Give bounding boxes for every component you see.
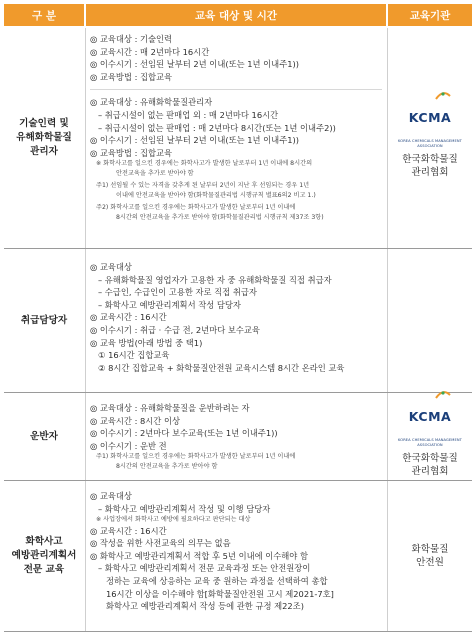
- kcma-logo-subtitle: KOREA CHEMICALS MANAGEMENT ASSOCIATION: [398, 437, 462, 447]
- footnote-line: 8시간의 안전교육을 추가로 받아야 함: [116, 462, 218, 470]
- detail-line: ① 16시간 집합교육: [98, 350, 170, 361]
- detail-line: ◎ 교육대상 : 유해화학물질관리자: [90, 97, 213, 108]
- row-category: 화학사고 예방관리계획서 전문 교육: [11, 536, 77, 575]
- row-category: 취급담당자: [20, 314, 68, 326]
- row-category: 기술인력 및 유해화학물질 관리자: [16, 118, 72, 157]
- footnote-line: ※ 사업장에서 화학사고 예방에 필요하다고 판단되는 대상: [96, 516, 251, 524]
- detail-line: – 화학사고 예방관리계획서 작성 및 이행 담당자: [98, 503, 271, 514]
- row-category: 운반자: [30, 430, 58, 442]
- detail-line: ◎ 교육대상: [90, 262, 132, 272]
- detail-line: ◎ 교육 방법(아래 방법 중 택1): [90, 337, 203, 348]
- detail-line: – 화학사고 예방관리계획서 전문 교육과정 또는 안전원장이: [98, 563, 311, 574]
- detail-line: – 유해화학물질 영업자가 고용한 자 중 유해화학물질 직접 취급자: [98, 274, 332, 285]
- kcma-logo-text: KCMA: [409, 396, 451, 438]
- kcma-logo-text: KCMA: [409, 97, 451, 139]
- header-org: 교육기관: [388, 4, 472, 26]
- row-detail: [90, 33, 386, 222]
- kcma-arc-icon: [435, 91, 451, 101]
- detail-line: ◎ 교육대상: [90, 491, 132, 501]
- detail-line: ◎ 작성을 위한 사전교육의 의무는 없음: [90, 538, 231, 549]
- kcma-logo: [388, 97, 472, 149]
- inner-divider: [90, 89, 382, 90]
- row-org: [388, 28, 472, 248]
- row-detail: [90, 261, 386, 374]
- org-name: 한국화학물질 관리협회: [402, 154, 458, 178]
- footnote-line: 안전교육을 추가로 받아야 함: [116, 169, 194, 177]
- row-detail: [90, 490, 386, 613]
- kcma-logo-subtitle: KOREA CHEMICALS MANAGEMENT ASSOCIATION: [398, 139, 462, 148]
- detail-line: ◎ 교육시간 : 16시간: [90, 312, 167, 323]
- header-category: 구 분: [4, 4, 84, 26]
- detail-line: ◎ 교육시간 : 16시간: [90, 525, 167, 536]
- detail-line: ◎ 교육대상 : 유해화학물질을 운반하려는 자: [90, 403, 250, 413]
- education-table: [4, 4, 472, 632]
- detail-line: ② 8시간 집합교육 + 화학물질안전원 교육시스템 8시간 온라인 교육: [98, 362, 345, 373]
- header-detail: 교육 대상 및 시간: [86, 4, 386, 26]
- footnote-line: 8시간의 안전교육을 추가로 받아야 함(화학물질관리법 시행규칙 제37조 3항): [116, 213, 324, 221]
- row-divider: [4, 631, 472, 632]
- row-org: [388, 481, 472, 631]
- detail-line: ◎ 교육방법 : 집합교육: [90, 71, 173, 82]
- detail-line: – 수급인, 수급인이 고용한 자로 직접 취급자: [98, 287, 257, 298]
- footnote-line: 이내에 안전교육을 받아야 함(화학물질관리법 시행규칙 별표6의2 비고 1.): [116, 191, 316, 199]
- kcma-arc-icon: [435, 390, 451, 400]
- detail-line: ◎ 이수시기 : 운반 전: [90, 440, 167, 451]
- detail-line: – 화학사고 예방관리계획서 작성 담당자: [98, 299, 241, 310]
- footnote-line: 주2) 화학사고를 일으킨 경우에는 화학사고가 발생한 날로부터 1년 이내에: [96, 204, 296, 212]
- detail-line: ◎ 교육시간 : 8시간 이상: [90, 415, 180, 426]
- detail-line: – 취급시설이 없는 판매업 외 : 매 2년마다 16시간: [98, 109, 279, 120]
- detail-line: ◎ 이수시기 : 취급 · 수급 전, 2년마다 보수교육: [90, 324, 260, 335]
- kcma-logo: [388, 396, 472, 448]
- detail-line: 정하는 교육에 상응하는 교육 중 원하는 과정을 선택하여 총합: [106, 576, 328, 587]
- row-org: [388, 393, 472, 480]
- footnote-line: 주1) 선임될 수 있는 자격을 갖추게 된 날부터 2년이 지난 후 선임되는 경우 1년: [96, 182, 310, 190]
- detail-line: ◎ 이수시기 : 선임된 날부터 2년 이내(또는 1년 이내주1)): [90, 135, 299, 146]
- detail-line: ◎ 이수시기 : 선임된 날부터 2년 이내(또는 1년 이내주1)): [90, 59, 299, 70]
- org-name: 한국화학물질 관리협회: [402, 452, 458, 477]
- org-name: 화학물질 안전원: [411, 544, 449, 568]
- detail-line: – 취급시설이 없는 판매업 : 매 2년마다 8시간(또는 1년 이내주2)): [98, 122, 336, 133]
- detail-line: ◎ 교육방법 : 집합교육: [90, 147, 173, 158]
- row-org: [388, 249, 472, 392]
- footnote-line: 주1) 화학사고를 일으킨 경우에는 화학사고가 발생한 날로부터 1년 이내에: [96, 453, 296, 461]
- detail-line: ◎ 이수시기 : 2년마다 보수교육(또는 1년 이내주1)): [90, 428, 278, 439]
- detail-line: ◎ 교육대상 : 기술인력: [90, 34, 173, 44]
- row-detail: [90, 402, 386, 471]
- column-divider: [85, 28, 86, 632]
- detail-line: 화학사고 예방관리계획서 작성 등에 관한 규정 제22조): [106, 601, 304, 612]
- detail-line: 16시간 이상을 이수해야 함[화학물질안전원 고시 제2021-7호]: [106, 588, 334, 599]
- footnote-line: ※ 화학사고를 일으킨 경우에는 화학사고가 발생한 날로부터 1년 이내에 8시간의: [96, 160, 313, 168]
- detail-line: ◎ 교육시간 : 매 2년마다 16시간: [90, 46, 210, 57]
- detail-line: ◎ 화학사고 예방관리계획서 적합 후 5년 이내에 이수해야 함: [90, 550, 308, 561]
